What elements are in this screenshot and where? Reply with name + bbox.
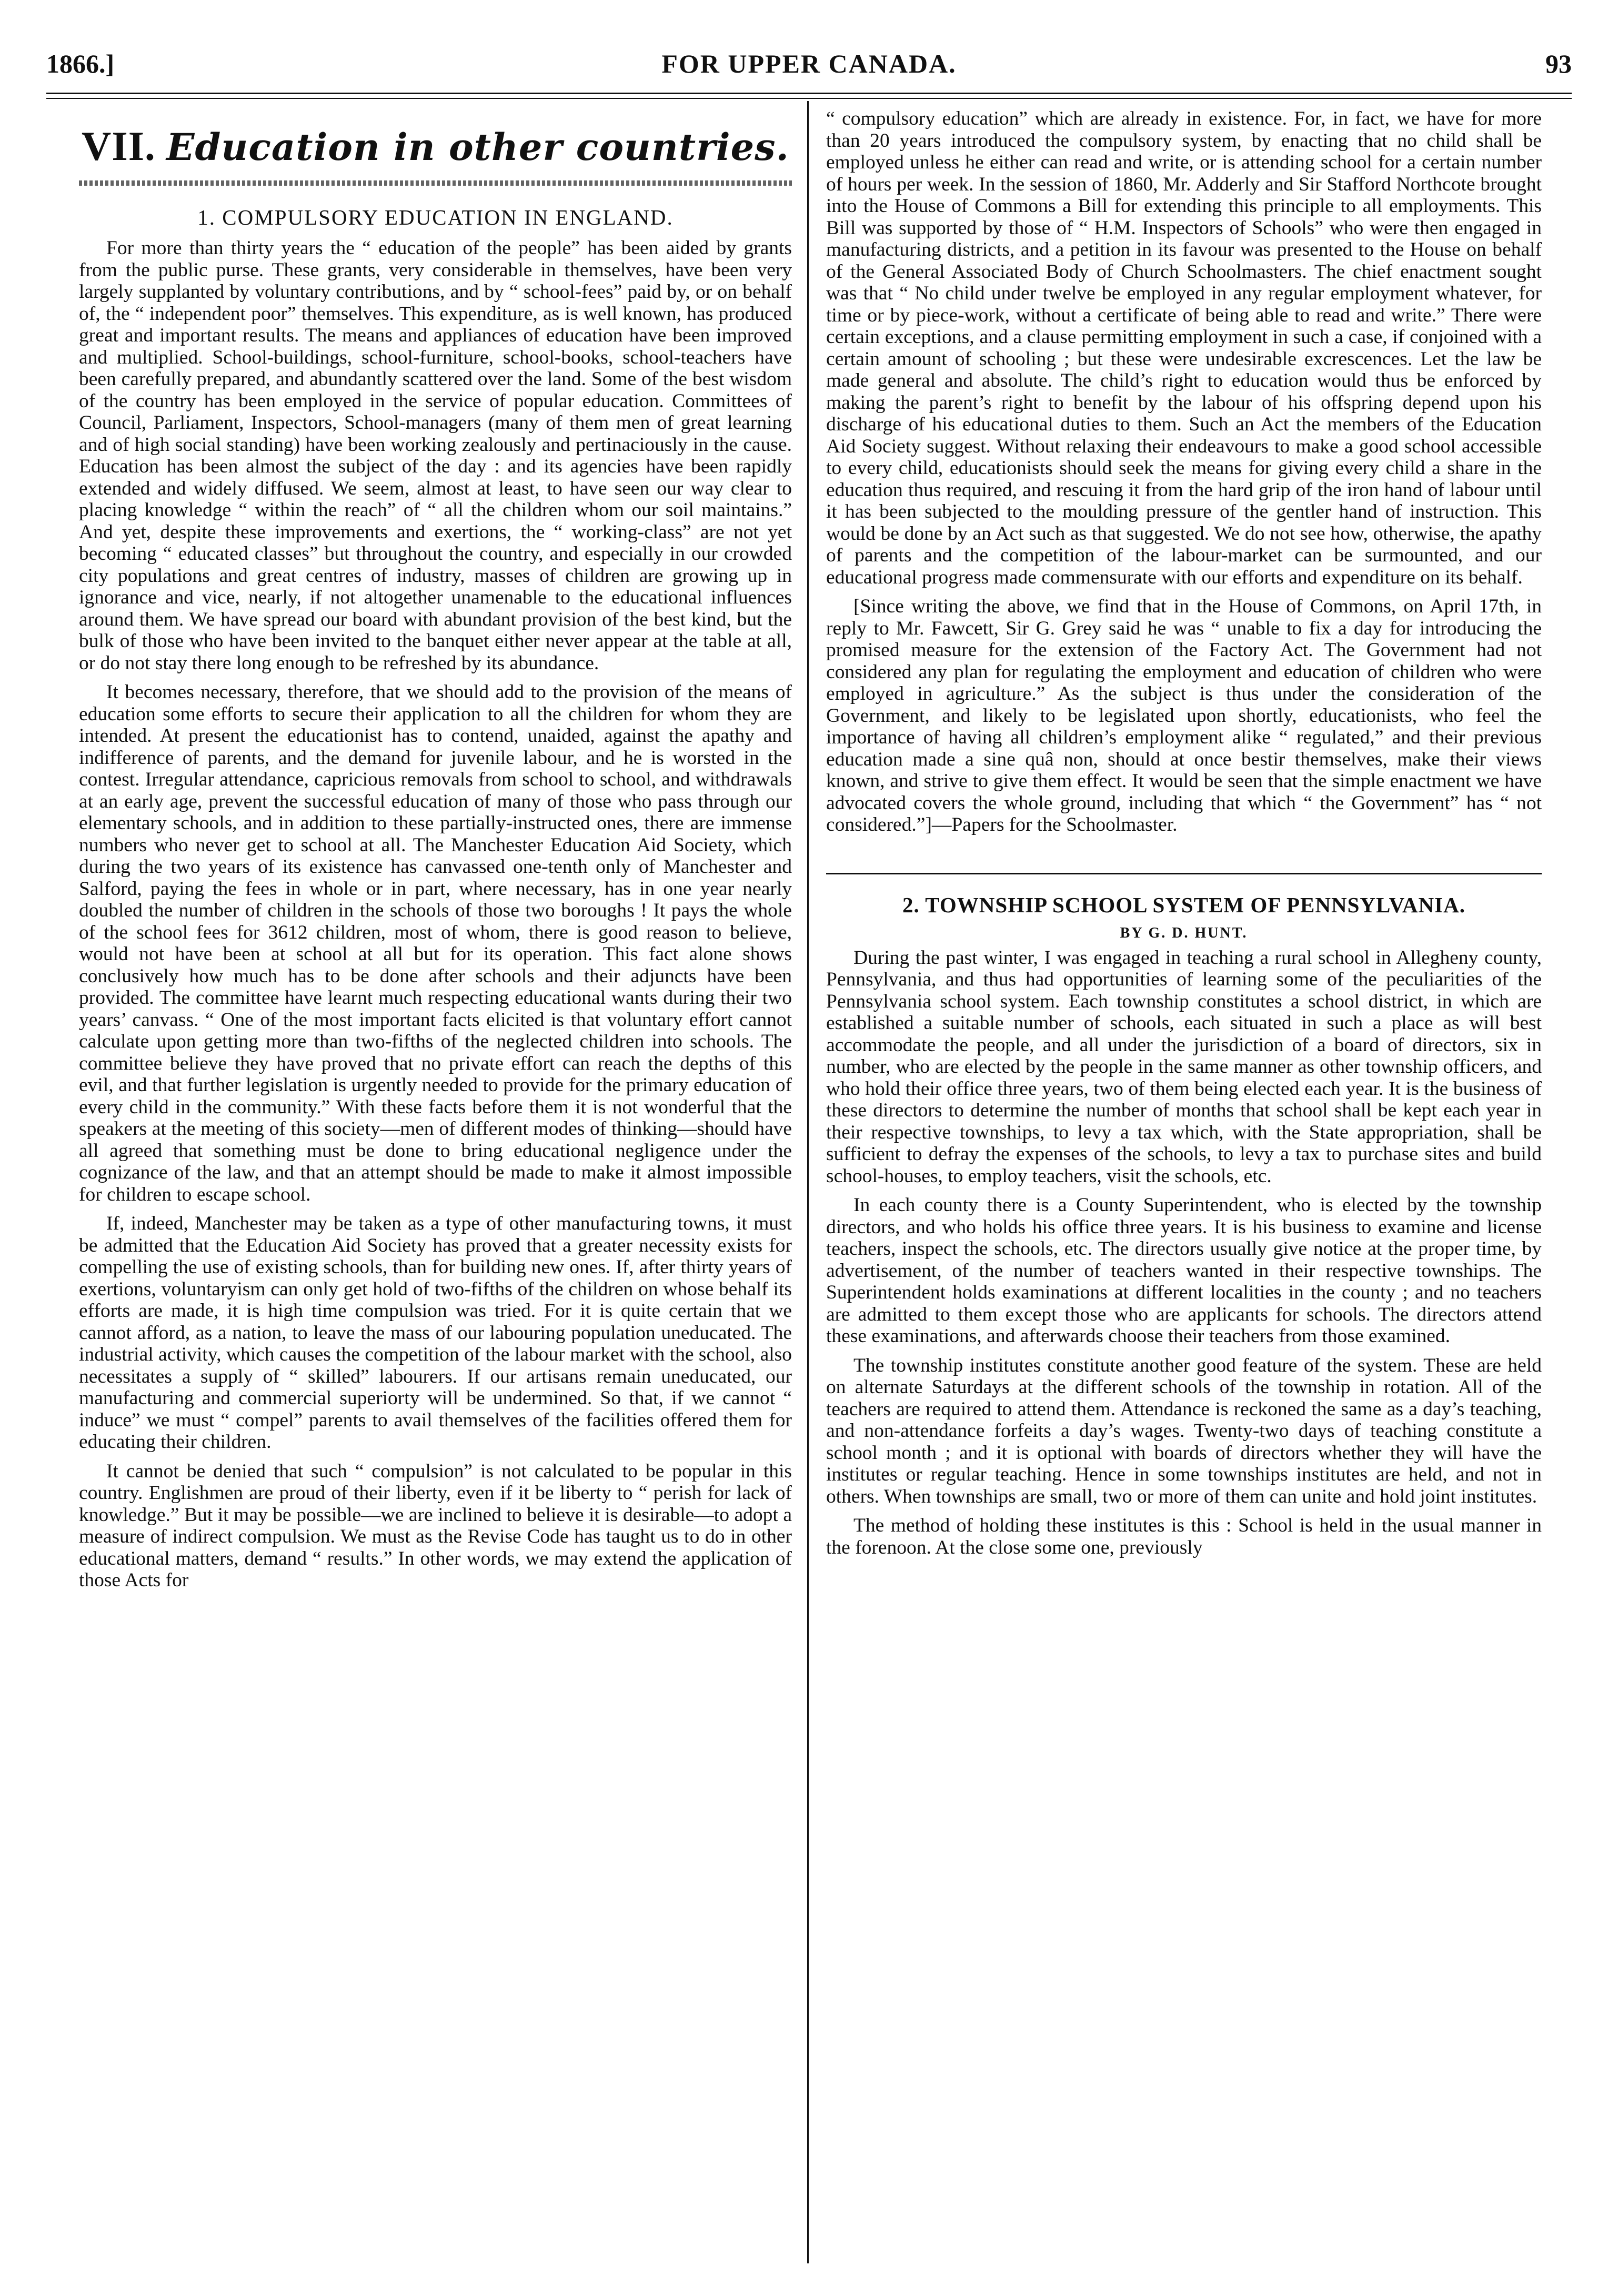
- article1-paragraph-3: If, indeed, Manchester may be taken as a type of other manufacturing towns, it must be admitted that the Education Aid Society has proved that a greater necessity exists for compelling the use of existing schools, than for building new ones. If, after thirty years of exertions, voluntaryism can only get hold of two-fifths of the children on whose behalf its efforts are made, it is high time compulsion was tried. For it is quite certain that we cannot afford, as a nation, to leave the mass of our labouring population uneducated. The industrial activity, which causes the competition of the labour market with the school, also necessitates a supply of “ skilled” labourers. If our artisans remain uneducated, our manufacturing and commercial superiorty will be undermined. So that, if we cannot “ induce” we must “ compel” parents to avail themselves of the facilities offered them for educating their children.: [79, 1213, 792, 1453]
- article1-title: 1. COMPULSORY EDUCATION IN ENGLAND.: [197, 205, 674, 229]
- section-title: Education in other countries.: [166, 125, 789, 169]
- header-rule: [46, 93, 1572, 94]
- article1-paragraph-1: For more than thirty years the “ education of the people” has been aided by grants from the public purse. These grants, very considerable in themselves, have been very largely supplanted by voluntary contributions, and by “ school-fees” paid by, or on behalf of, the “ independent poor” themselves. This expenditure, as is well known, has produced great and important results. The means and appliances of education have been improved and multiplied. School-buildings, school-furniture, school-books, school-teachers have been carefully prepared, and abundantly scattered over the land. Some of the best wisdom of the country has been employed in the service of popular education. Committees of Council, Parliament, Inspectors, School-managers (many of them men of great learning and of high social standing) have been working zealously and pertinaciously in the cause. Education has been almost the subject of the day : and its agencies have been rapidly extended and widely diffused. We seem, almost at least, to have seen our way clear to placing knowledge “ within the reach” of “ all the children whom our soil maintains.” And yet, despite these improvements and exertions, the “ working-class” are not yet becoming “ educated classes” but throughout the country, and especially in our crowded city populations and great centres of industry, masses of children are growing up in ignorance and vice, nearly, if not altogether unamenable to the educational influences around them. We have spread our board with abundant provision of the best kind, but the bulk of those who have been invited to the banquet either never appear at the table at all, or do not stay there long enough to be refreshed by its abundance.: [79, 237, 792, 674]
- article1-paragraph-5: “ compulsory education” which are already in existence. For, in fact, we have for more than 20 years introduced the compulsory system, by enacting that no child shall be employed unless he either can read and write, or is attending school for a certain number of hours per week. In the session of 1860, Mr. Adderly and Sir Stafford Northcote brought into the House of Commons a Bill for extending this principle to all employments. This Bill was supported by those of “ H.M. Inspectors of Schools” who were then engaged in manufacturing districts, and a petition in its favour was presented to the House on behalf of the General Associated Body of Church Schoolmasters. The chief enactment sought was that “ No child under twelve be employed in any regular employment whatever, for time or by piece-work, without a certificate of being able to read and write.” There were certain exceptions, and a clause permitting employment in such a case, if conjoined with a certain amount of schooling ; but these were undesirable excrescences. Let the law be made general and absolute. The child’s right to education would thus be enforced by making the parent’s right to benefit by the labour of his offspring depend upon his discharge of his educational duties to them. Such an Act the members of the Education Aid Society suggest. Without relaxing their endeavours to make a good school accessible to every child, educationists should seek the means for giving every child a share in the education thus required, and rescuing it from the hard grip of the iron hand of labour until it has been subjected to the moulding pressure of the gentler hand of instruction. This would be done by an Act such as that suggested. We do not see how, otherwise, the apathy of parents and the competition of the labour-market can be surmounted, and our educational progress made commensurate with our efforts and expenditure on its behalf.: [826, 108, 1542, 588]
- page-number: 93: [1545, 49, 1572, 78]
- header-year: 1866.]: [46, 49, 115, 78]
- article-separator: [826, 873, 1542, 874]
- section-number: VII.: [82, 123, 156, 169]
- article2-paragraph-3: The township institutes constitute another good feature of the system. These are held on alternate Saturdays at the different schools of the township in rotation. All of the teachers are required to attend them. Attendance is reckoned the same as a day’s teaching, and non-attendance forfeits a day’s wages. Twenty-two days of teaching constitute a school month ; and it is optional with boards of directors whether they will have the institutes or regular teaching. Hence in some townships institutes are held, and not in others. When townships are small, two or more of them can unite and hold joint institutes.: [826, 1354, 1542, 1507]
- article1-paragraph-2: It becomes necessary, therefore, that we should add to the provision of the means of education some efforts to secure their application to all the children for whom they are intended. At present the educationist has to contend, unaided, against the apathy and indifference of parents, and the demand for juvenile labour, and he is worsted in the contest. Irregular attendance, capricious removals from school to school, and withdrawals at an early age, prevent the successful education of many of those who pass through our elementary schools, and in addition to these partially-instructed ones, there are immense numbers who never get to school at all. The Manchester Education Aid Society, which during the two years of its existence has canvassed one-tenth only of Manchester and Salford, paying the fees in whole or in part, where necessary, has in one year nearly doubled the number of children in the schools of those two boroughs ! It pays the whole of the school fees for 3612 children, most of whom, there is good reason to believe, would not have been at school at all but for its operation. This fact alone shows conclusively how much has to be done after schools and their adjuncts have been provided. The committee have learnt much respecting educational wants during their two years’ canvass. “ One of the most important facts elicited is that voluntary effort cannot calculate upon getting more than two-fifths of the neglected children into schools. The committee believe they have proved that no private effort can reach the depths of this evil, and that further legislation is urgently needed to provide for the primary education of every child in the community.” With these facts before them it is not wonderful that the speakers at the meeting of this society—men of different modes of thinking—should have all agreed that something must be done to bring educational negligence under the cognizance of the law, and that an attempt should be made to make it almost impossible for children to escape school.: [79, 681, 792, 1205]
- article1-paragraph-6: [Since writing the above, we find that in the House of Commons, on April 17th, in reply to Mr. Fawcett, Sir G. Grey said he was “ unable to fix a day for introducing the promised measure for the extension of the Factory Act. The Government had not considered any plan for regulating the employment and education of children who were employed in agriculture.” As the subject is thus under the consideration of the Government, and likely to be legislated upon shortly, educationists, who feel the importance of having all children’s employment alike “ regulated,” and their previous education made a sine quâ non, should at once bestir themselves, make their views known, and strive to give them effect. It would be seen that the simple enactment we have advocated covers the whole ground, including that which “ the Government” has “ not considered.”]—Papers for the Schoolmaster.: [826, 596, 1542, 835]
- header-rule-thin: [46, 98, 1572, 99]
- article2-title: 2. TOWNSHIP SCHOOL SYSTEM OF PENNSYLVANIA.: [902, 892, 1465, 917]
- section-divider: [79, 180, 792, 186]
- right-column: [826, 108, 1542, 2265]
- article1-paragraph-4: It cannot be denied that such “ compulsion” is not calculated to be popular in this country. Englishmen are proud of their liberty, even if it be liberty to “ perish for lack of knowledge.” But it may be possible—we are inclined to believe it is desirable—to adopt a measure of indirect compulsion. We must as the Revise Code has taught us to do in other educational matters, demand “ results.” In other words, we may extend the application of those Acts for: [79, 1460, 792, 1591]
- article2-paragraph-2: In each county there is a County Superintendent, who is elected by the township directors, and who holds his office three years. It is his business to examine and license teachers, inspect the schools, etc. The directors usually give notice at the proper time, by advertisement, of the number of teachers wanted in their respective townships. The Superintendent holds examinations at different localities in the county ; and no teachers are admitted to them except those who are applicants for schools. The directors attend these examinations, and afterwards choose their teachers from those examined.: [826, 1194, 1542, 1347]
- header-title: FOR UPPER CANADA.: [661, 49, 957, 78]
- running-head: [46, 48, 1572, 90]
- article2-paragraph-1: During the past winter, I was engaged in teaching a rural school in Allegheny county, Pennsylvania, and thus had opportunities of learning some of the peculiarities of the Pennsylvania school system. Each township constitutes a school district, in which are established a suitable number of schools, each situated in such a place as will best accommodate the people, and all under the jurisdiction of a board of directors, six in number, who are elected by the people in the same manner as other township officers, and who hold their office three years, two of them being elected each year. It is the business of these directors to determine the number of months that school shall be kept each year in their respective townships, to levy a tax which, with the State appropriation, shall be sufficient to defray the expenses of the schools, to levy a tax to purchase sites and build school-houses, to employ teachers, visit the schools, etc.: [826, 946, 1542, 1187]
- article2-paragraph-4: The method of holding these institutes is this : School is held in the usual manner in the forenoon. At the close some one, previously: [826, 1515, 1542, 1558]
- left-column: [79, 108, 792, 2265]
- section-heading: [79, 123, 792, 170]
- article2-byline: BY G. D. HUNT.: [1120, 924, 1248, 941]
- column-divider: [807, 101, 809, 2263]
